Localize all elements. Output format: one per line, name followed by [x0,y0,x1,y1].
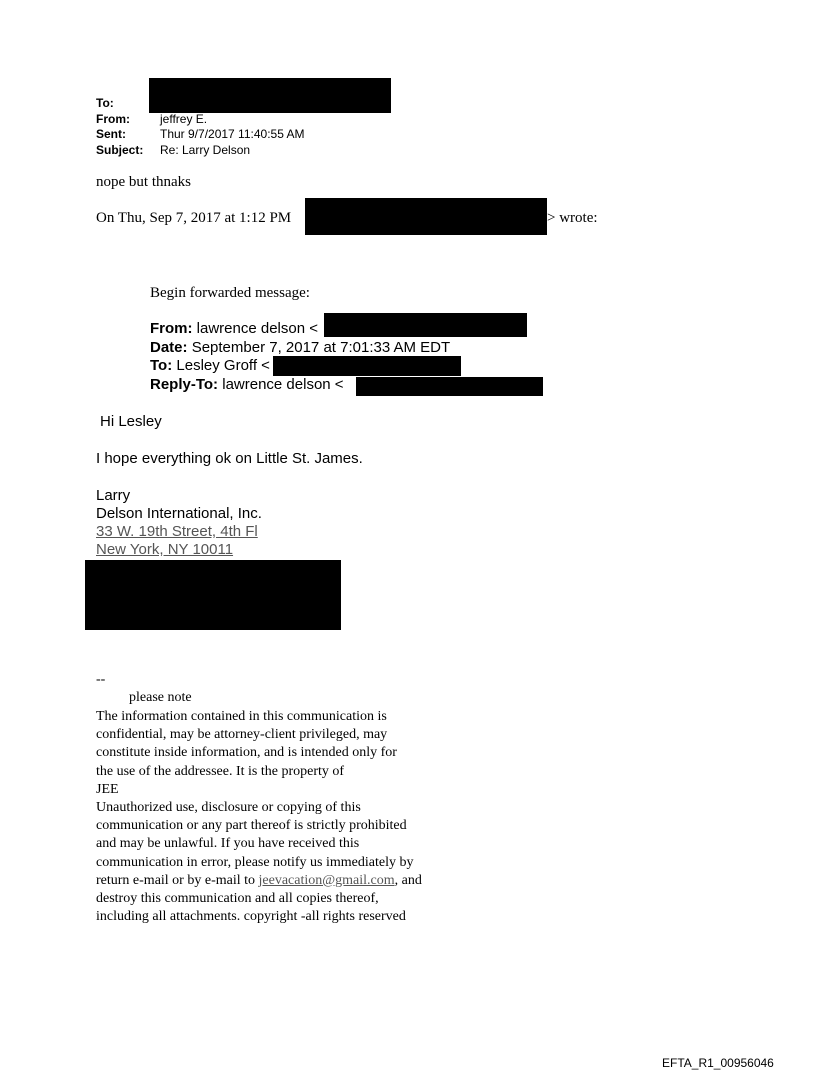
forwarded-date [150,339,450,356]
footer-dashes: -- [96,672,106,687]
footer-return-suffix: , and [394,872,422,888]
quote-suffix: > wrote: [547,210,598,226]
message-body: I hope everything ok on Little St. James. [96,450,363,467]
from-label: From: [96,112,130,126]
forwarded-date-label: Date: [150,339,188,356]
subject-label: Subject: [96,143,144,157]
signature-name: Larry [96,487,131,504]
to-label: To: [96,96,114,110]
footer-line: constitute inside information, and is intended only for [96,745,397,761]
footer-line: The information contained in this communication is [96,709,387,724]
redaction-replyto-email [356,377,543,396]
subject-value: Re: Larry Delson [160,143,251,157]
forwarded-to-value: Lesley Groff < [176,357,270,374]
footer-email-link[interactable]: jeevacation@gmail.com [258,872,395,888]
redaction-to [149,78,391,113]
footer-line: communication or any part thereof is strictly prohibited [96,818,407,834]
footer-line: destroy this communication and all copies thereof, [96,891,379,907]
document-id: EFTA_R1_00956046 [662,1056,774,1070]
redaction-signature-block [85,560,341,630]
signature-company: Delson International, Inc. [96,505,262,522]
footer-line: Unauthorized use, disclosure or copying of this [96,800,361,816]
footer-line: JEE [96,781,119,797]
footer-line: communication in error, please notify us immediately by [96,854,414,870]
forwarded-reply-to [150,376,344,393]
sent-label: Sent: [96,127,126,141]
forwarded-from [150,320,318,337]
forwarded-replyto-label: Reply-To: [150,376,219,393]
footer-return-line [96,872,422,890]
quote-intro: On Thu, Sep 7, 2017 at 1:12 PM [96,210,292,226]
footer-line: including all attachments. copyright -all rights reserved [96,909,406,925]
footer-return-prefix: return e-mail or by e-mail to [96,872,259,888]
sent-value: Thur 9/7/2017 11:40:55 AM [160,127,305,141]
forwarded-from-value: lawrence delson < [196,320,318,337]
forwarded-replyto-value: lawrence delson < [222,376,344,393]
from-value: jeffrey E. [160,112,208,126]
forwarded-intro: Begin forwarded message: [150,285,310,301]
reply-text: nope but thnaks [96,174,191,190]
signature-address-line1[interactable]: 33 W. 19th Street, 4th Fl [96,523,258,540]
forwarded-to-label: To: [150,357,173,374]
signature-address-line2[interactable]: New York, NY 10011 [96,541,234,558]
greeting: Hi Lesley [100,413,162,430]
footer-line: and may be unlawful. If you have received this [96,836,360,852]
footer-line: the use of the addressee. It is the property of [96,763,345,779]
forwarded-to [150,357,270,374]
footer-line: confidential, may be attorney-client privileged, may [96,727,388,743]
footer-note-heading: please note [129,690,192,705]
redaction-from-email [324,313,527,337]
forwarded-date-value: September 7, 2017 at 7:01:33 AM EDT [191,339,451,356]
footer-disclaimer [96,708,422,926]
redaction-sender [305,198,547,235]
forwarded-from-label: From: [150,320,193,337]
redaction-to-email [273,356,461,376]
